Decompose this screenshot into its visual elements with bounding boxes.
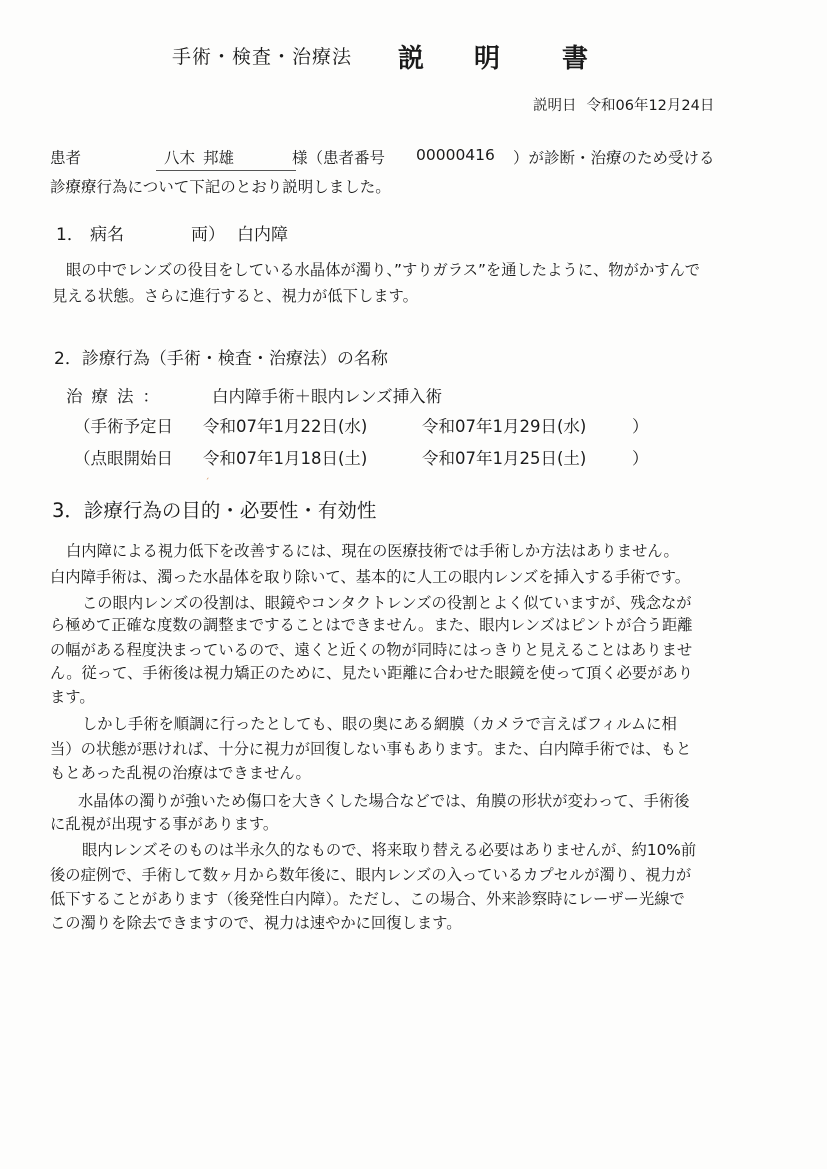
- patient-line-rest: ）が診断・治療のため受ける: [513, 149, 715, 167]
- patient-line: [50, 146, 770, 170]
- diagnosis-name: 白内障: [237, 225, 288, 245]
- section-1-body-line-2: 見える状態。さらに進行すると、視力が低下します。: [52, 287, 418, 305]
- section-3-line-11: 水晶体の濁りが強いため傷口を大きくした場合などでは、角膜の形状が変わって、手術後: [78, 792, 690, 810]
- surgery-date-1: 令和07年1月22日(水): [203, 417, 368, 436]
- section-3-line-3: この眼内レンズの役割は、眼鏡やコンタクトレンズの役割とよく似ていますが、残念なが: [82, 594, 692, 612]
- section-3-line-1: 白内障による視力低下を改善するには、現在の医療技術では手術しか方法はありません。: [66, 542, 679, 560]
- section-3-line-2: 白内障手術は、濁った水晶体を取り除いて、基本的に人工の眼内レンズを挿入する手術です。: [50, 568, 691, 586]
- surgery-date-2: 令和07年1月29日(水): [422, 417, 587, 436]
- section-3-line-8: しかし手術を順調に行ったとしても、眼の奥にある網膜（カメラで言えばフィルムに相: [82, 715, 677, 733]
- treatment-value: 白内障手術＋眼内レンズ挿入術: [212, 387, 443, 406]
- date-value: 令和06年12月24日: [586, 98, 715, 114]
- section-3-line-14: 後の症例で、手術して数ヶ月から数年後に、眼内レンズの入っているカプセルが濁り、視力が: [50, 866, 692, 884]
- eyedrop-label: （点眼開始日: [74, 449, 173, 468]
- section-3-line-6: ん。従って、手術後は視力矯正のために、見たい距離に合わせた眼鏡を使って頂く必要があり: [50, 664, 694, 682]
- section-3-line-9: 当）の状態が悪ければ、十分に視力が回復しない事もあります。また、白内障手術では、もと: [50, 740, 692, 758]
- explanation-date: [533, 94, 714, 115]
- eyedrop-date-2: 令和07年1月25日(土): [422, 449, 587, 468]
- section-1-heading: [56, 220, 416, 244]
- patient-line-2: 診療療行為について下記のとおり説明しました。: [50, 178, 391, 196]
- section-1-number: 1．: [56, 225, 84, 245]
- document-title-char-1: 説: [398, 44, 425, 74]
- patient-number: 00000416: [416, 146, 495, 164]
- surgery-schedule-line: [74, 413, 654, 437]
- patient-label: 患者: [50, 149, 82, 167]
- date-label: 説明日: [533, 98, 577, 114]
- eyedrop-date-1: 令和07年1月18日(土): [203, 449, 368, 468]
- section-3-line-10: もとあった乱視の治療はできません。: [50, 764, 311, 782]
- eyedrop-close-paren: ）: [632, 449, 649, 468]
- document-title-char-2: 明: [474, 44, 501, 74]
- patient-family-name: 八木: [164, 149, 196, 167]
- section-1-body-line-1: 眼の中でレンズの役目をしている水晶体が濁り、”すりガラス”を通したように、物がかすんで: [66, 261, 701, 279]
- patient-name-field: [156, 146, 296, 171]
- treatment-line: [66, 383, 566, 407]
- document-title-prefix: 手術・検査・治療法: [172, 46, 353, 68]
- patient-given-name: 邦雄: [203, 149, 235, 167]
- scan-mark: ´: [205, 478, 210, 488]
- surgery-label: （手術予定日: [74, 417, 173, 436]
- document-title-char-3: 書: [562, 44, 589, 74]
- section-3-line-13: 眼内レンズそのものは半永久的なもので、将来取り替える必要はありませんが、約10%前: [82, 841, 697, 859]
- treatment-label: 治療法：: [66, 387, 168, 406]
- surgery-close-paren: ）: [632, 417, 649, 436]
- section-3-line-7: ます。: [50, 688, 95, 706]
- diagnosis-side: 両）: [191, 225, 225, 245]
- section-2-heading: 2．診療行為（手術・検査・治療法）の名称: [54, 349, 388, 369]
- section-3-heading: 3．診療行為の目的・必要性・有効性: [52, 499, 377, 522]
- section-3-line-15: 低下することがあります（後発性白内障）。ただし、この場合、外来診察時にレーザー光線で: [50, 890, 685, 908]
- section-3-line-4: ら極めて正確な度数の調整まですることはできません。また、眼内レンズはピントが合う距離: [50, 616, 693, 634]
- patient-number-open: 様（患者番号: [292, 149, 386, 167]
- section-1-label: 病名: [90, 225, 124, 245]
- section-3-line-16: この濁りを除去できますので、視力は速やかに回復します。: [50, 914, 462, 932]
- section-3-line-5: の幅がある程度決まっているので、遠くと近くの物が同時にはっきりと見えることはありませ: [50, 641, 693, 659]
- section-3-line-12: に乱視が出現する事があります。: [50, 815, 279, 833]
- eyedrop-schedule-line: [74, 445, 654, 469]
